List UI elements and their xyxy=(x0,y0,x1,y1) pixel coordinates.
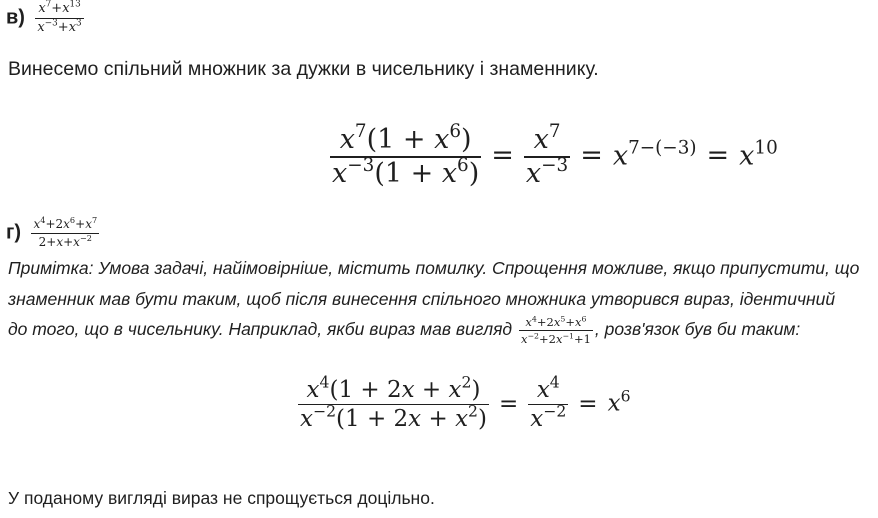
part-v-problem-fraction: $\frac{x^7+x^{13}}{x^{-3}+x^3}$ xyxy=(37,0,82,35)
part-g-problem-fraction: $\frac{x^4+2x^6+x^7}{2+x+x^{-2}}$ xyxy=(33,215,98,249)
part-g-label: г) xyxy=(6,221,21,244)
note-line-1: Примітка: Умова задачі, найімовірніше, містить помилку. Спрощення можливе, якщо припустити, що xyxy=(8,258,860,278)
note-line-3-before: до того, що в чисельнику. Наприклад, якби вираз мав вигляд xyxy=(8,319,517,339)
part-g-conclusion: У поданому вигляді вираз не спрощується доцільно. xyxy=(8,488,435,508)
reduced-fraction: $\frac{x^7}{x^{-3}}$ xyxy=(525,120,569,189)
part-v-solution-equation: $\frac{x^7(1 + x^6)}{x^{-3}(1 + x^6)}$ = $\frac{x^7}{x^{-3}}$ = $x^{7-(-3)} = x^{10}$ xyxy=(332,120,778,189)
part-g-example-equation: $\frac{x^4(1 + 2x + x^2)}{x^{-2}(1 + 2x + x^2)}$ = $\frac{x^4}{x^{-2}}$ = $x^6$ xyxy=(300,372,631,433)
part-v-explanation: Винесемо спільний множник за дужки в чисельнику і знаменнику. xyxy=(8,58,599,80)
note-line-2: знаменник мав бути таким, щоб після винесення спільного множника утворився вираз, ідентичний xyxy=(8,289,836,309)
part-v-label: в) xyxy=(6,6,25,29)
part-g-heading xyxy=(6,215,99,249)
part-v-heading xyxy=(6,2,84,34)
note-line-3-after: , розв'язок був би таким: xyxy=(594,319,801,339)
factored-fraction: $\frac{x^7(1 + x^6)}{x^{-3}(1 + x^6)}$ xyxy=(332,120,480,189)
example-factored-fraction: $\frac{x^4(1 + 2x + x^2)}{x^{-2}(1 + 2x + x^2)}$ xyxy=(300,372,487,433)
note-line-3 xyxy=(8,314,800,345)
example-fraction: $\frac{x^4+2x^5+x^6}{x^{-2}+2x^{-1}+1}$ xyxy=(520,314,591,346)
example-reduced-fraction: $\frac{x^4}{x^{-2}}$ xyxy=(530,372,567,433)
